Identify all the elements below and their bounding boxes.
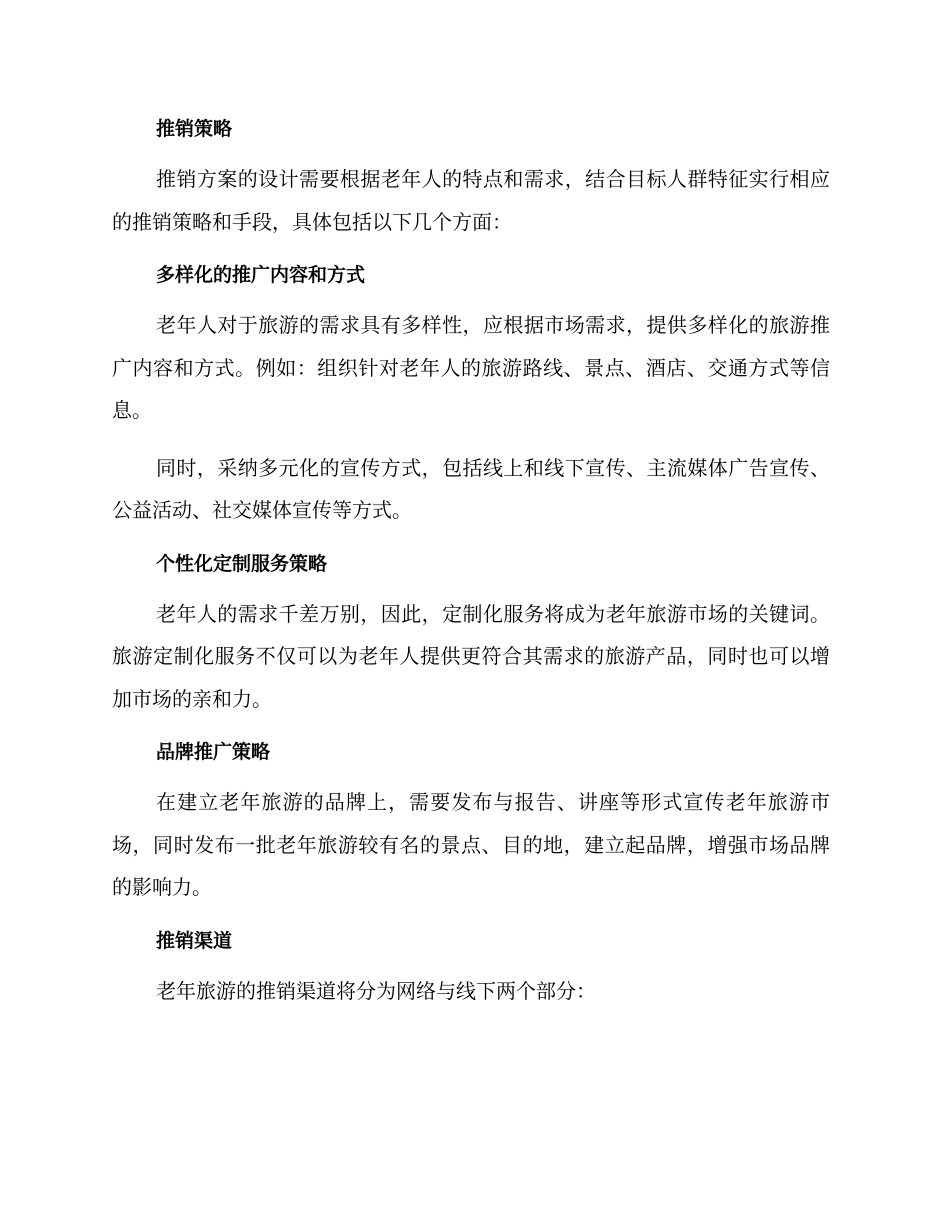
- paragraph-sales-channels: 老年旅游的推销渠道将分为网络与线下两个部分：: [156, 978, 596, 1003]
- section-heading-sales-channels: 推销渠道: [156, 929, 233, 952]
- document-body: [112, 112, 830, 1012]
- section-heading-custom-service: 个性化定制服务策略: [156, 552, 328, 575]
- section-heading-promotion-strategy: 推销策略: [156, 118, 233, 140]
- paragraph-promotion-intro: 推销方案的设计需要根据老年人的特点和需求，结合目标人群特征实行相应的推销策略和手段，具体包括以下几个方面：: [112, 167, 830, 234]
- paragraph-brand-strategy: 在建立老年旅游的品牌上，需要发布与报告、讲座等形式宣传老年旅游市场，同时发布一批老年旅游较有名的景点、目的地，建立起品牌，增强市场品牌的影响力。: [112, 790, 830, 899]
- paragraph-diverse-content-1: 老年人对于旅游的需求具有多样性，应根据市场需求，提供多样化的旅游推广内容和方式。例如：组织针对老年人的旅游路线、景点、酒店、交通方式等信息。: [112, 313, 830, 422]
- paragraph-custom-service: 老年人的需求千差万别，因此，定制化服务将成为老年旅游市场的关键词。旅游定制化服务不仅可以为老年人提供更符合其需求的旅游产品，同时也可以增加市场的亲和力。: [112, 601, 830, 711]
- paragraph-diverse-content-2: 同时，采纳多元化的宣传方式，包括线上和线下宣传、主流媒体广告宣传、公益活动、社交媒体宣传等方式。: [112, 455, 830, 522]
- section-heading-brand-strategy: 品牌推广策略: [156, 741, 271, 763]
- section-heading-diverse-content: 多样化的推广内容和方式: [156, 264, 366, 286]
